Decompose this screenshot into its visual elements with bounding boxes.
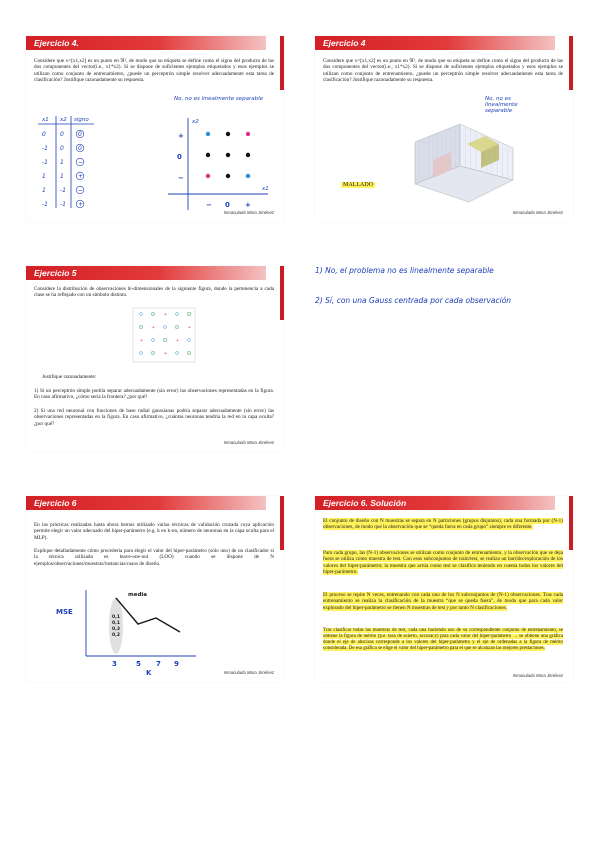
class-point-c: + — [175, 337, 180, 343]
table-header-x1: x1 — [42, 117, 49, 123]
point-label: 0,2 — [112, 633, 120, 638]
quadrant-point — [206, 174, 210, 178]
x-tick-minus: − — [206, 201, 212, 209]
quadrant-point — [226, 132, 230, 136]
table-cell-x2: 0 — [60, 131, 64, 138]
slide-header — [315, 496, 555, 510]
mse-vs-k-sketch — [56, 584, 226, 676]
class-point-c: + — [187, 324, 192, 330]
table-header-signo: signo — [74, 117, 89, 123]
table-cell-x2: 1 — [60, 159, 64, 166]
slide-title: Ejercicio 6. Solución — [323, 498, 407, 508]
y-axis-label: x2 — [192, 119, 199, 125]
solution-paragraph-3: El proceso se repite N veces, entrenando con cada uno de los N subconjuntos de (N-1) observaciones. Tras cada entrenamiento se realiza la clasificación de la muestra “que se queda fuera”, de modo que para cada valor explorado del hiper-parámetro se tienen N muestras de test y por tanto N clasificaciones. — [323, 592, 563, 611]
table-cell-x2: -1 — [60, 201, 66, 208]
table-header-x2: x2 — [60, 117, 67, 123]
table-cell-signo: − — [78, 187, 84, 194]
slide-accent-bar — [569, 36, 573, 90]
x-tick: 3 — [112, 660, 117, 668]
question-1: 1) Si un perceptrón simple podría separar adecuadamente (sin error) las observaciones representadas en la figura. En caso afirmativo, ¿cómo sería la frontera? ¿por qué? — [34, 388, 274, 401]
table-cell-signo: − — [78, 159, 84, 166]
quadrant-point — [206, 153, 210, 157]
slide-accent-bar — [280, 496, 284, 550]
paragraph-2: Explique detalladamente cómo procedería para elegir el valor del hiper-parámetro (sólo uno) de un clasificador si la técnica utilizada es leave-one-out (LOO) cuando se dispone de N ejemplos/observaciones/muestras/instancias/casos de diseño. — [34, 548, 274, 567]
slide-question-text: Considere que x=[x1,x2] es un punto en ℜ², de modo que su etiqueta se define como el signo del producto de las dos componentes del vector(i.e., x1*x2). Si se dispone de suficientes ejemplos etiquetados y esos ejemplos se utilizan como conjunto de entrenamiento, ¿puede un perceptrón simple resolver adecuadamente esta tarea de clasificación? Justifique razonadamente su respuesta. — [34, 58, 274, 84]
slide-accent-bar — [280, 36, 284, 90]
slide-ejercicio-4a — [26, 36, 284, 222]
slide-intro-text: Considere la distribución de observaciones bi-dimensionales de la siguiente figura, donde la pertenencia a cada clase se ha reflejado con un símbolo distinto. — [34, 286, 274, 299]
table-cell-x2: 0 — [60, 145, 64, 152]
quadrant-scatter-plot — [148, 114, 274, 214]
slide-footer: Inmaculada Mora Jiménez — [223, 670, 274, 675]
slide-accent-bar — [280, 266, 284, 320]
slide-header — [26, 496, 266, 510]
slide-header — [26, 36, 266, 50]
point-label: 0,1 — [112, 615, 120, 620]
class-point-c: + — [163, 350, 168, 356]
y-tick-minus: − — [178, 174, 184, 182]
x-tick: 9 — [174, 660, 179, 668]
quadrant-point — [226, 153, 230, 157]
slide-ejercicio-5 — [26, 266, 284, 452]
paragraph-1: En las prácticas realizadas hasta ahora hemos utilizado varias técnicas de validación cruzada cuya aplicación permite elegir un valor adecuado del hiper-parámetro (e.g. k en k-nn, número de neuronas en la capa oculta para el MLP). — [34, 522, 274, 541]
quadrant-point — [246, 174, 250, 178]
slide-header — [26, 266, 266, 280]
table-cell-x1: -1 — [42, 145, 48, 152]
slide-accent-bar — [569, 496, 573, 550]
solution-paragraph-4: Tras clasificar todas las muestras de test, cada una haciendo uso de su correspondiente conjunto de entrenamiento, se obtiene la figura de mérito (p.e. tasa de acierto, accuracy) para cada valor del hiper-parámetro → se obtiene una gráfica donde el eje de abscisas corresponde a los valores del hiper-parámetro y el eje de ordenadas a la figura de mérito considerada. De esa gráfica se elige el valor del hiper-parámetro para el que se alcanzan las mejores prestaciones. — [323, 628, 563, 651]
slide-title: Ejercicio 5 — [34, 268, 77, 278]
point-label: 0,3 — [112, 627, 120, 632]
table-cell-x2: 1 — [60, 173, 64, 180]
table-cell-x1: 0 — [42, 131, 46, 138]
slide-footer: Inmaculada Mora Jiménez — [512, 673, 563, 678]
slide-title: Ejercicio 4 — [323, 38, 366, 48]
quadrant-point — [246, 132, 250, 136]
slide-ejercicio-6 — [26, 496, 284, 682]
slide-footer: Inmaculada Mora Jiménez — [223, 210, 274, 215]
slide-footer: Inmaculada Mora Jiménez — [223, 440, 274, 445]
table-cell-x1: -1 — [42, 201, 48, 208]
point-label: 0,1 — [112, 621, 120, 626]
table-cell-x1: 1 — [42, 187, 46, 194]
x-axis-label: x1 — [262, 186, 269, 192]
mallado-caption: MALLADO — [343, 182, 373, 188]
class-point-c: + — [151, 324, 156, 330]
mesh-3d-surface — [385, 114, 535, 206]
slide-question-text: Considere que x=[x1,x2] es un punto en ℜ², de modo que su etiqueta se define como el signo del producto de las dos componentes del vector(i.e., x1*x2). Si se dispone de suficientes ejemplos etiquetados y esos ejemplos se utilizan como conjunto de entrenamiento, ¿puede un perceptrón simple resolver adecuadamente esta tarea de clasificación? Justifique razonadamente su respuesta. — [323, 58, 563, 84]
quadrant-point — [246, 153, 250, 157]
justify-label: Justifique razonadamente: — [42, 374, 97, 380]
solution-paragraph-2: Para cada grupo, las (N-1) observaciones se utilizan como conjunto de entrenamiento, y la observación que se deja fuera se utiliza como muestra de test. Con esos subconjuntos de train/test, se realiza un barrido/exploración de los valores del hiper-parámetro; la muestra que actúa como test se clasifica teniendo en cuenta todos los valores del hiper-parámetro. — [323, 550, 563, 576]
slide-header — [315, 36, 555, 50]
class-point-c: + — [163, 311, 168, 317]
x-tick-plus: + — [245, 201, 251, 209]
x-tick: 7 — [156, 660, 161, 668]
slide-title: Ejercicio 6 — [34, 498, 77, 508]
media-label: media — [128, 592, 147, 598]
k-label: K — [146, 669, 152, 676]
table-cell-x1: -1 — [42, 159, 48, 166]
handwritten-annotation: No, no es linealmente separable — [174, 96, 264, 102]
table-cell-signo: 0 — [78, 131, 82, 138]
y-tick-zero: 0 — [177, 153, 182, 161]
answer-2: 2) Sí, con una Gauss centrada por cada observación — [315, 296, 512, 305]
slide-ejercicio-6-solucion — [315, 496, 573, 682]
quadrant-point — [206, 132, 210, 136]
handwritten-answers — [315, 266, 585, 386]
sign-table — [36, 114, 98, 210]
y-tick-plus: + — [178, 132, 184, 140]
x-tick: 5 — [136, 660, 141, 668]
table-cell-signo: + — [78, 173, 84, 180]
slide-ejercicio-4b — [315, 36, 573, 222]
answer-1: 1) No, el problema no es linealmente separable — [315, 266, 494, 275]
handwritten-annotation: No, no es linealmente separable — [485, 96, 518, 114]
quadrant-point — [226, 174, 230, 178]
table-cell-x2: -1 — [60, 187, 66, 194]
slide-title: Ejercicio 4. — [34, 38, 79, 48]
x-tick-zero: 0 — [225, 201, 230, 209]
table-cell-x1: 1 — [42, 173, 46, 180]
table-cell-signo: + — [78, 201, 84, 208]
class-point-c: + — [139, 337, 144, 343]
question-2: 2) Si una red neuronal con funciones de base radial gaussianas podría separar adecuadamente (sin error) las observaciones representadas en la figura. En caso afirmativo, ¿cuántas neuronas tendría la red en la capa oculta? ¿por qué? — [34, 408, 274, 427]
mse-label: MSE — [56, 608, 73, 616]
slide-footer: Inmaculada Mora Jiménez — [512, 210, 563, 215]
table-cell-signo: 0 — [78, 145, 82, 152]
class-scatter-figure — [121, 306, 201, 372]
solution-paragraph-1: El conjunto de diseño con N muestras se separa en N particiones (grupos disjuntos), cada una formada por (N-1) observaciones, de modo que la observación que se “queda fuera en cada grupo” siempre es diferente. — [323, 518, 563, 531]
